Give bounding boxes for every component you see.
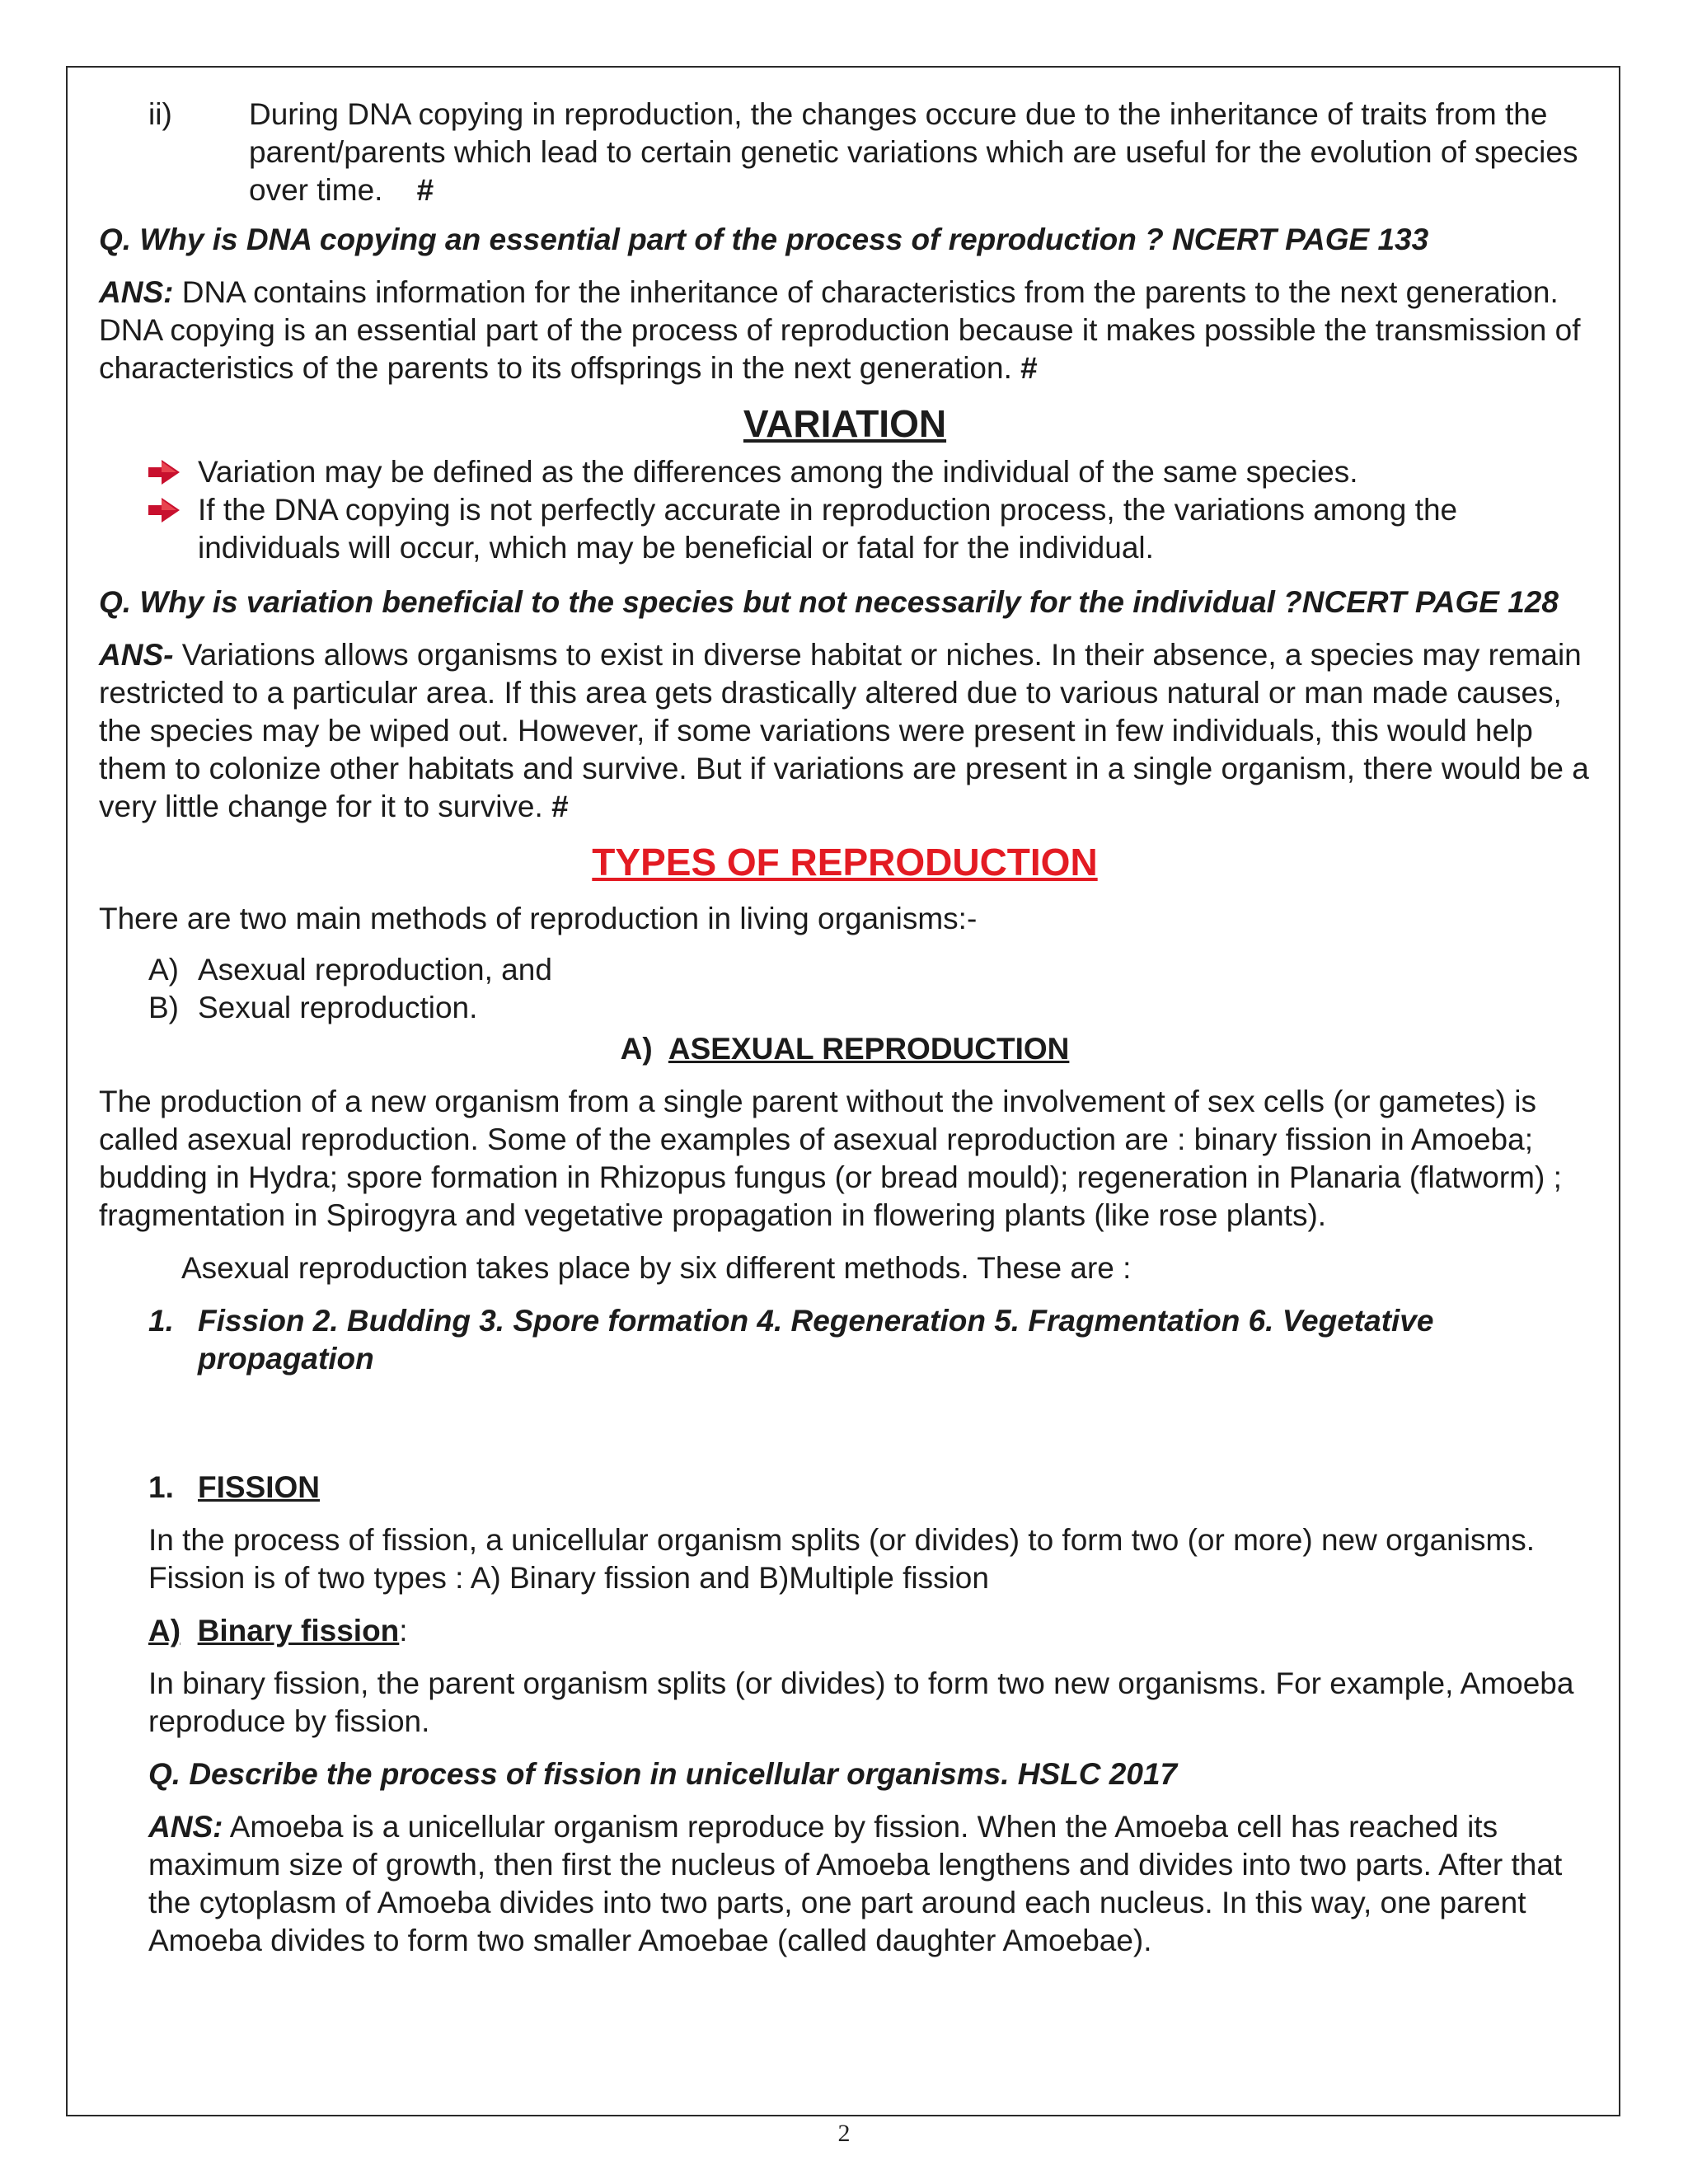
- list-item-text: During DNA copying in reproduction, the changes occure due to the inheritance of traits from the parent/parents which lead to certain genetic variations which are useful for the evolution of species over time. #: [249, 97, 1578, 207]
- types-heading: TYPES OF REPRODUCTION: [592, 841, 1098, 883]
- asexual-paragraph: The production of a new organism from a single parent without the involvement of sex cells (or gametes) is called asexual reproduction. Some of the examples of asexual reproduction are : binary fission in Amoeba; budding in Hydra; spore formation in Rhizopus fungus (or bread mould); regeneration in Planaria (flatworm) ; fragmentation in Spirogyra and vegetative propagation in flowering plants (like rose plants).: [99, 1085, 1562, 1232]
- answer-fission-process: ANS: Amoeba is a unicellular organism reproduce by fission. When the Amoeba cell has reached its maximum size of growth, then first the nucleus of Amoeba lengthens and divides into two parts. After that the cytoplasm of Amoeba divides into two parts, one part around each nucleus. In this way, one parent Amoeba divides to form two smaller Amoebae (called daughter Amoebae).: [148, 1810, 1563, 1957]
- types-intro: There are two main methods of reproduction in living organisms:-: [99, 902, 978, 935]
- list-marker: ii): [148, 97, 172, 131]
- fission-paragraph: In the process of fission, a unicellular organism splits (or divides) to form two (or more) new organisms. Fission is of two types : A) Binary fission and B)Multiple fission: [148, 1523, 1536, 1595]
- list-item: 1. Fission 2. Budding 3. Spore formation 4. Regeneration 5. Fragmentation 6. Vegetative propagation: [148, 1304, 1434, 1376]
- ans-label: ANS-: [99, 638, 174, 672]
- methods-intro: Asexual reproduction takes place by six different methods. These are :: [181, 1251, 1132, 1285]
- variation-heading: VARIATION: [743, 402, 947, 445]
- page-number: 2: [837, 2120, 851, 2147]
- fission-section: [99, 1469, 1591, 1960]
- binary-fission-heading: A) Binary fission:: [148, 1614, 408, 1647]
- asexual-heading: A) ASEXUAL REPRODUCTION: [620, 1032, 1070, 1066]
- question-dna-copying: Q. Why is DNA copying an essential part of the process of reproduction ? NCERT PAGE 133: [99, 223, 1429, 256]
- ans-label: ANS:: [148, 1810, 223, 1844]
- question-fission-process: Q. Describe the process of fission in unicellular organisms. HSLC 2017: [148, 1757, 1178, 1791]
- hash-mark: #: [416, 173, 434, 207]
- hash-mark: #: [551, 790, 569, 823]
- variation-bullets: [148, 453, 1591, 567]
- roman-list-item: [99, 96, 1591, 209]
- question-variation: Q. Why is variation beneficial to the species but not necessarily for the individual ?NCERT PAGE 128: [99, 585, 1559, 619]
- types-list: [148, 951, 1591, 1027]
- answer-variation: ANS- Variations allows organisms to exist in diverse habitat or niches. In their absence, a species may remain restricted to a particular area. If this area gets drastically altered due to various natural or man made causes, the species may be wiped out. However, if some variations were present in few individuals, this would help them to colonize other habitats and survive. But if variations are present in a single organism, there would be a very little change for it to survive. #: [99, 638, 1589, 823]
- red-arrow-icon: [148, 491, 198, 567]
- page-content: [99, 96, 1591, 1960]
- answer-dna-copying: ANS: DNA contains information for the inheritance of characteristics from the parents to the next generation. DNA copying is an essential part of the process of reproduction because it makes possible the transmission of characteristics of the parents to its offsprings in the next generation. #: [99, 275, 1581, 385]
- hash-mark: #: [1020, 351, 1038, 385]
- list-item: B) Sexual reproduction.: [148, 991, 478, 1024]
- bullet-text: If the DNA copying is not perfectly accurate in reproduction process, the variations among the individuals will occur, which may be beneficial or fatal for the individual.: [198, 493, 1458, 565]
- ans-label: ANS:: [99, 275, 174, 309]
- list-item: [148, 453, 1591, 491]
- fission-heading: 1. FISSION: [148, 1470, 321, 1504]
- list-item: [148, 491, 1591, 567]
- list-item: A) Asexual reproduction, and: [148, 953, 552, 987]
- binary-fission-paragraph: In binary fission, the parent organism splits (or divides) to form two new organisms. For example, Amoeba reproduce by fission.: [148, 1666, 1574, 1738]
- bullet-text: Variation may be defined as the differences among the individual of the same species.: [198, 455, 1358, 489]
- methods-list: [148, 1302, 1591, 1378]
- red-arrow-icon: [148, 453, 198, 491]
